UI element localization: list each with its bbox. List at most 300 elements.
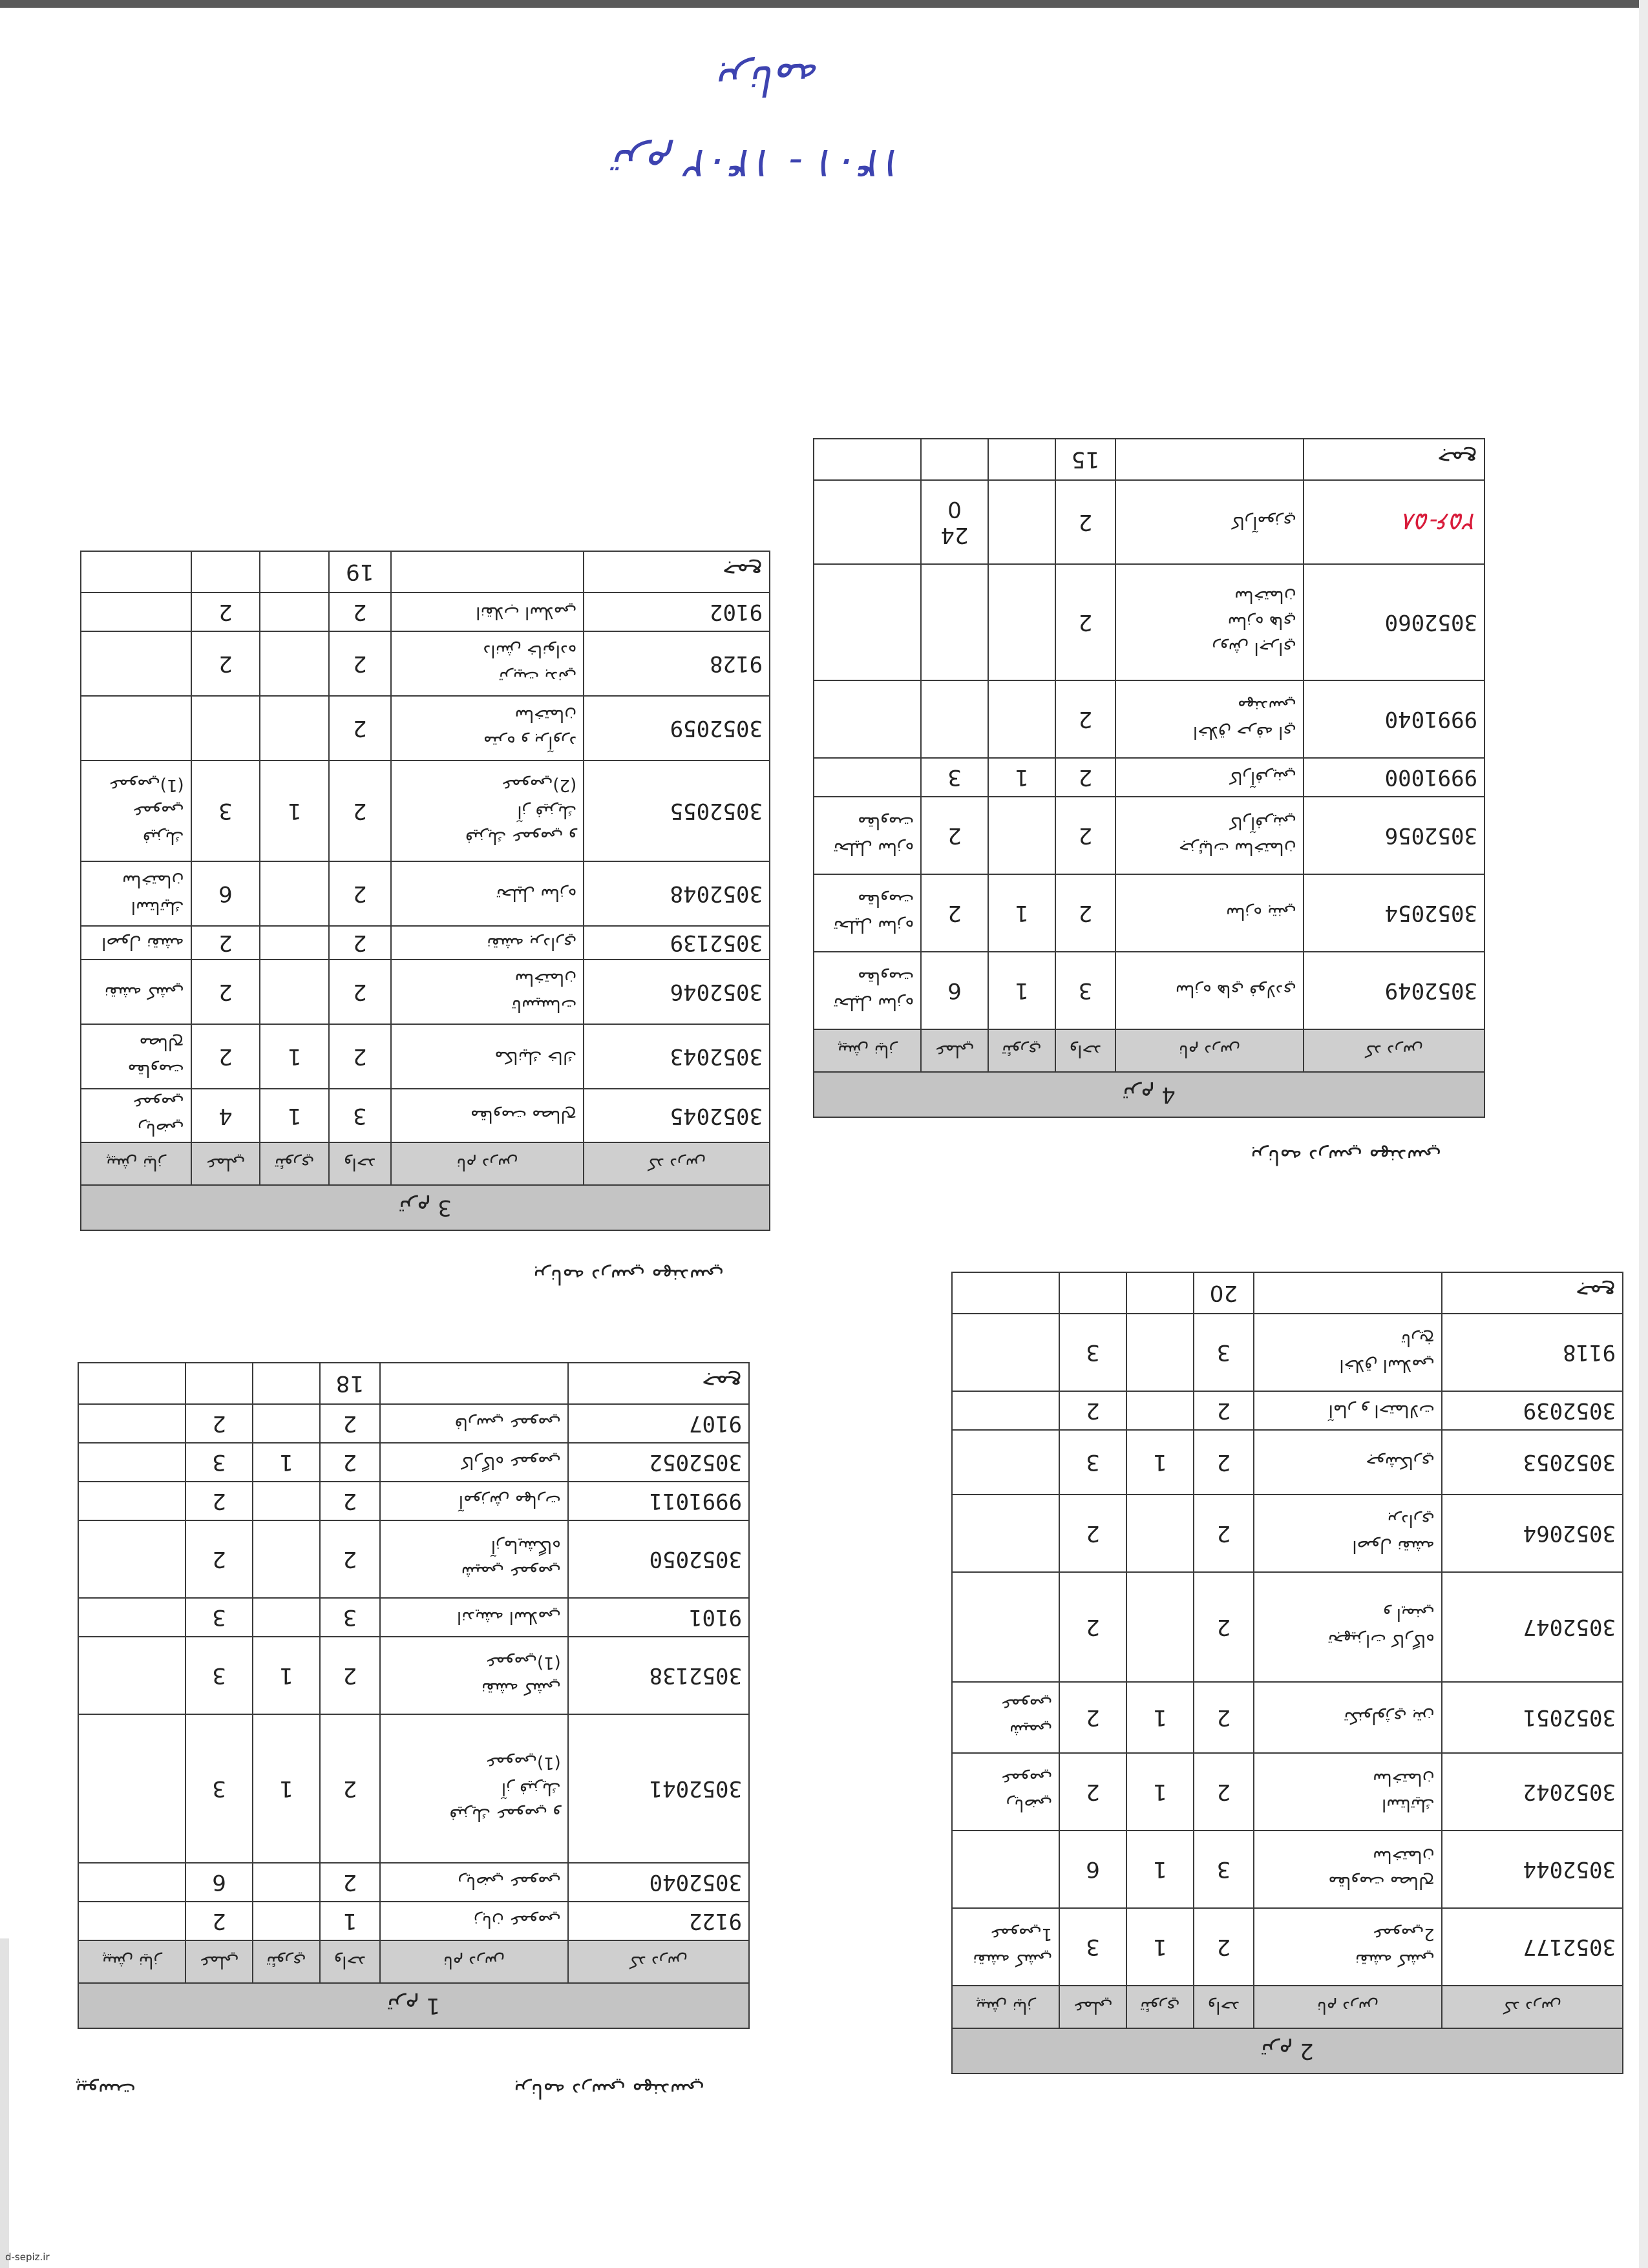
course-units: 2: [329, 861, 391, 926]
course-row: [78, 1863, 749, 1902]
course-row: [952, 1314, 1623, 1391]
total-empty: [391, 551, 584, 593]
course-practical: 6: [1059, 1831, 1126, 1908]
course-name: ﺗﺎﺳﻴﺴﺎت ﺳﺎﺧﺘﻤﺎن: [391, 960, 584, 1024]
course-row: [952, 1682, 1623, 1753]
header-prereq: ﭘﻴﺶ ﻧﻴﺎز: [78, 1940, 185, 1983]
total-units: 19: [329, 551, 391, 593]
course-code: 3052049: [1304, 952, 1484, 1029]
course-theory: [260, 861, 329, 926]
course-prereq: [952, 1430, 1059, 1495]
course-practical: 2: [1059, 1753, 1126, 1831]
course-theory: [988, 680, 1055, 758]
course-practical: 3: [1059, 1430, 1126, 1495]
total-empty: [1126, 1272, 1194, 1314]
course-code: 3052055: [584, 761, 770, 861]
course-units: 2: [320, 1637, 380, 1714]
course-code: 3052048: [584, 861, 770, 926]
total-empty: [81, 551, 191, 593]
course-theory: [253, 1520, 320, 1598]
total-row: [81, 551, 770, 593]
table-term-3: [80, 551, 770, 1231]
course-prereq: [81, 593, 191, 631]
header-practical: ﻋﻤﻠﻲ: [921, 1029, 988, 1072]
course-theory: 1: [1126, 1430, 1194, 1495]
header-code: ﻛﺪ درس: [568, 1940, 749, 1983]
course-name: ﺗﺮﺑﻴﺖ ﺑﺪﻧﻲ داﻧﺶ ﺧﺎﻧﻮاده: [391, 631, 584, 696]
course-practical: 2: [185, 1902, 253, 1940]
course-prereq: [952, 1391, 1059, 1430]
table-term-2: [951, 1272, 1623, 2074]
course-units: 2: [1194, 1391, 1254, 1430]
course-theory: [253, 1902, 320, 1940]
header-units: واﺣﺪ: [1194, 1986, 1254, 2028]
course-code: 3052040: [568, 1863, 749, 1902]
course-theory: [1126, 1495, 1194, 1572]
course-table: [80, 551, 770, 1231]
course-name: ﻧﻘﺸﻪ ﻛﺸﻲ 2ﻋﻤﻮﻣﻲ: [1254, 1908, 1442, 1986]
course-code: 3052042: [1442, 1753, 1623, 1831]
course-row: [78, 1520, 749, 1598]
course-row: [81, 1024, 770, 1089]
course-row: [81, 926, 770, 960]
course-practical: 2: [191, 926, 260, 960]
course-practical: 3: [185, 1598, 253, 1637]
course-code: 3052177: [1442, 1908, 1623, 1986]
course-practical: 6: [921, 952, 988, 1029]
total-row: [78, 1363, 749, 1404]
course-row: [81, 1089, 770, 1142]
header-theory: ﺗﺌﻮري: [260, 1142, 329, 1185]
course-theory: [1126, 1391, 1194, 1430]
course-prereq: [81, 696, 191, 761]
handwritten-top-note: ﺑﺮﻧﺎﻣﻪ: [716, 52, 823, 107]
course-units: 2: [329, 761, 391, 861]
course-name: ﺗﺠﻬﻴﺰات ﻛﺎرﮔﺎه و اﻳﻤﻨﻲ: [1254, 1572, 1442, 1682]
course-practical: 3: [185, 1443, 253, 1482]
course-name: زﺑﺎن ﻋﻤﻮﻣﻲ: [380, 1902, 568, 1940]
page-title-middle: ﺑﺮﻧﺎﻣﻪ درﺳﻲ ﻣﻬﻨﺪﺳﻲ: [533, 1265, 724, 1289]
course-code: 9102: [584, 593, 770, 631]
course-theory: [1126, 1572, 1194, 1682]
course-practical: [921, 680, 988, 758]
course-code: 3052046: [584, 960, 770, 1024]
course-practical: 2: [191, 631, 260, 696]
course-row: [78, 1637, 749, 1714]
header-practical: ﻋﻤﻠﻲ: [1059, 1986, 1126, 2028]
header-code: ﻛﺪ درس: [1442, 1986, 1623, 2028]
course-name: ﺳﺎزه ﻫﺎي ﻓﻮﻻدي: [1115, 952, 1304, 1029]
course-units: 2: [320, 1404, 380, 1443]
semester-title: ﺗﺮم 4: [814, 1072, 1484, 1117]
course-theory: [988, 797, 1055, 874]
total-empty: [185, 1363, 253, 1404]
page-title-right: ﺑﺮﻧﺎﻣﻪ درﺳﻲ ﻣﻬﻨﺪﺳﻲ: [1251, 1145, 1441, 1170]
course-practical: 3: [1059, 1908, 1126, 1986]
semester-title: ﺗﺮم 2: [952, 2028, 1623, 2074]
course-row: [952, 1908, 1623, 1986]
course-units: 2: [329, 631, 391, 696]
course-practical: 6: [185, 1863, 253, 1902]
course-code: 3052051: [1442, 1682, 1623, 1753]
total-empty: [1254, 1272, 1442, 1314]
course-theory: 1: [988, 874, 1055, 952]
course-prereq: [814, 758, 921, 797]
course-row: [81, 631, 770, 696]
course-name: ﻣﻘﺎوﻣﺖ ﻣﺼﺎﻟﺢ ﺳﺎﺧﺘﻤﺎن: [1254, 1831, 1442, 1908]
header-prereq: ﭘﻴﺶ ﻧﻴﺎز: [952, 1986, 1059, 2028]
course-code: 9101: [568, 1598, 749, 1637]
course-prereq: رﻳﺎﺿﻲ ﻋﻤﻮﻣﻲ: [81, 1089, 191, 1142]
course-prereq: [78, 1637, 185, 1714]
course-practical: [191, 696, 260, 761]
course-name: اﻧﺪﻳﺸﻪ اﺳﻼﻣﻲ: [380, 1598, 568, 1637]
course-theory: [253, 1404, 320, 1443]
course-name: ﺳﺎزه ﺑﺘﻨﻲ: [1115, 874, 1304, 952]
semester-title: ﺗﺮم 1: [78, 1983, 749, 2028]
course-prereq: [78, 1714, 185, 1863]
course-theory: 1: [253, 1637, 320, 1714]
course-prereq: [814, 480, 921, 564]
course-theory: [260, 631, 329, 696]
course-code: 3052050: [568, 1520, 749, 1598]
header-practical: ﻋﻤﻠﻲ: [185, 1940, 253, 1983]
course-name: ﻣﻘﺎوﻣﺖ ﻣﺼﺎﻟﺢ: [391, 1089, 584, 1142]
course-theory: 1: [260, 1024, 329, 1089]
course-units: 2: [1055, 874, 1115, 952]
course-practical: 2: [1059, 1391, 1126, 1430]
course-code: 3052045: [584, 1089, 770, 1142]
course-code: 9107: [568, 1404, 749, 1443]
course-theory: 1: [260, 1089, 329, 1142]
total-units: 20: [1194, 1272, 1254, 1314]
semester-title: ﺗﺮم 3: [81, 1185, 770, 1230]
course-units: 2: [320, 1863, 380, 1902]
course-units: 2: [1194, 1753, 1254, 1831]
course-row: [78, 1404, 749, 1443]
course-code: 3052044: [1442, 1831, 1623, 1908]
course-units: 2: [1055, 564, 1115, 680]
course-practical: 2: [1059, 1572, 1126, 1682]
course-practical: 2: [191, 960, 260, 1024]
course-theory: 1: [253, 1443, 320, 1482]
course-code: 9122: [568, 1902, 749, 1940]
header-prereq: ﭘﻴﺶ ﻧﻴﺎز: [814, 1029, 921, 1072]
course-practical: 2: [185, 1482, 253, 1520]
course-code: ۲۵۶-۵۸: [1304, 480, 1484, 564]
course-code: 3052059: [584, 696, 770, 761]
course-theory: [260, 960, 329, 1024]
course-code: 3052056: [1304, 797, 1484, 874]
course-name: ﻓﺎرﺳﻲ ﻋﻤﻮﻣﻲ: [380, 1404, 568, 1443]
course-units: 2: [329, 960, 391, 1024]
course-table: [78, 1362, 750, 2029]
header-code: ﻛﺪ درس: [584, 1142, 770, 1185]
course-theory: 1: [253, 1714, 320, 1863]
course-units: 3: [329, 1089, 391, 1142]
total-empty: [380, 1363, 568, 1404]
course-units: 3: [1194, 1831, 1254, 1908]
course-name: ﺷﻴﻤﻲ ﻋﻤﻮﻣﻲ آزﻣﺎﻳﺸﮕﺎه: [380, 1520, 568, 1598]
course-practical: 24 0: [921, 480, 988, 564]
course-theory: [253, 1598, 320, 1637]
table-term-4: [813, 438, 1485, 1118]
header-name: ﻧﺎم درس: [391, 1142, 584, 1185]
course-units: 2: [320, 1443, 380, 1482]
course-name: ﻛﺎرآﻣﻮزي: [1115, 480, 1304, 564]
course-units: 2: [1194, 1908, 1254, 1986]
header-theory: ﺗﺌﻮري: [988, 1029, 1055, 1072]
course-name: رﻳﺎﺿﻲ ﻋﻤﻮﻣﻲ: [380, 1863, 568, 1902]
course-row: [814, 874, 1484, 952]
course-prereq: ﺗﺤﻠﻴﻞ ﺳﺎزه ﻣﻘﺎوﻣﺖ: [814, 874, 921, 952]
course-prereq: ﺗﺤﻠﻴﻞ ﺳﺎزه ﻣﻘﺎوﻣﺖ: [814, 952, 921, 1029]
course-prereq: اﺳﺘﺎﺗﻴﻚ ﺳﺎﺧﺘﻤﺎن: [81, 861, 191, 926]
course-units: 3: [320, 1598, 380, 1637]
course-code: 9118: [1442, 1314, 1623, 1391]
total-empty: [260, 551, 329, 593]
course-row: [81, 960, 770, 1024]
course-prereq: [78, 1482, 185, 1520]
course-row: [78, 1598, 749, 1637]
course-code: 9991000: [1304, 758, 1484, 797]
course-row: [78, 1714, 749, 1863]
course-practical: 6: [191, 861, 260, 926]
course-name: ﻓﻴﺰﻳﻚ ﻋﻤﻮﻣﻲ و آز ﻓﻴﺰﻳﻚ (2)ﻋﻤﻮﻣﻲ: [391, 761, 584, 861]
course-row: [952, 1753, 1623, 1831]
course-theory: 1: [1126, 1682, 1194, 1753]
course-row: [952, 1391, 1623, 1430]
total-empty: [921, 439, 988, 480]
course-units: 2: [1055, 680, 1115, 758]
table-term-1: [78, 1362, 750, 2029]
course-practical: 3: [191, 761, 260, 861]
course-prereq: [78, 1902, 185, 1940]
course-prereq: [952, 1314, 1059, 1391]
course-units: 2: [1194, 1682, 1254, 1753]
course-theory: [260, 593, 329, 631]
course-theory: 1: [988, 952, 1055, 1029]
course-units: 3: [1055, 952, 1115, 1029]
header-name: ﻧﺎم درس: [380, 1940, 568, 1983]
course-prereq: ﺷﻴﻤﻲ ﻋﻤﻮﻣﻲ: [952, 1682, 1059, 1753]
course-code: 3052064: [1442, 1495, 1623, 1572]
course-name: ﻛﺎرآﻓﺮﻳﻨﻲ: [1115, 758, 1304, 797]
total-empty: [1059, 1272, 1126, 1314]
course-practical: 2: [1059, 1682, 1126, 1753]
header-prereq: ﭘﻴﺶ ﻧﻴﺎز: [81, 1142, 191, 1185]
course-row: [814, 797, 1484, 874]
course-theory: [1126, 1314, 1194, 1391]
course-code: 3052053: [1442, 1430, 1623, 1495]
course-prereq: ﻣﻘﺎوﻣﺖ ﻣﺼﺎﻟﺢ: [81, 1024, 191, 1089]
course-prereq: [814, 564, 921, 680]
course-name: اﺳﺘﺎﺗﻴﻚ ﺳﺎﺧﺘﻤﺎن: [1254, 1753, 1442, 1831]
course-units: 2: [320, 1482, 380, 1520]
course-prereq: ﻓﻴﺰﻳﻚ ﻋﻤﻮﻣﻲ (1)ﻋﻤﻮﻣﻲ: [81, 761, 191, 861]
course-row: [814, 758, 1484, 797]
course-row: [952, 1831, 1623, 1908]
course-practical: 2: [1059, 1495, 1126, 1572]
course-name: ﺟﻮﺷﻜﺎري: [1254, 1430, 1442, 1495]
course-theory: [260, 926, 329, 960]
course-units: 2: [1194, 1495, 1254, 1572]
course-code: 3052047: [1442, 1572, 1623, 1682]
course-units: 2: [320, 1714, 380, 1863]
total-empty: [191, 551, 260, 593]
total-label: ﺟﻤﻊ: [1442, 1272, 1623, 1314]
course-code: 3052054: [1304, 874, 1484, 952]
course-prereq: [952, 1831, 1059, 1908]
course-practical: 2: [191, 1024, 260, 1089]
course-code: 3052052: [568, 1443, 749, 1482]
course-theory: 1: [988, 758, 1055, 797]
course-theory: [260, 696, 329, 761]
total-units: 18: [320, 1363, 380, 1404]
course-name: اﺧﻼق اﺳﻼﻣﻲ ﺗﺎرﻳﺦ: [1254, 1314, 1442, 1391]
total-label: ﺟﻤﻊ: [568, 1363, 749, 1404]
course-theory: [253, 1482, 320, 1520]
course-practical: 3: [185, 1637, 253, 1714]
course-code: 3052139: [584, 926, 770, 960]
total-empty: [1115, 439, 1304, 480]
course-practical: 2: [921, 797, 988, 874]
course-units: 2: [1055, 797, 1115, 874]
course-practical: 3: [921, 758, 988, 797]
course-name: ﺗﺤﻠﻴﻞ ﺳﺎزه: [391, 861, 584, 926]
course-units: 2: [329, 926, 391, 960]
course-row: [952, 1572, 1623, 1682]
course-name: اﺻﻮل ﻧﻘﺸﻪ ﺑﺮداري: [1254, 1495, 1442, 1572]
handwritten-term-note: ۱۴۰۱ - ۱۴۰۲ ترم: [613, 140, 905, 187]
total-label: ﺟﻤﻊ: [584, 551, 770, 593]
course-practical: [921, 564, 988, 680]
course-practical: 2: [191, 593, 260, 631]
course-units: 2: [1194, 1430, 1254, 1495]
course-units: 1: [320, 1902, 380, 1940]
course-prereq: [81, 631, 191, 696]
course-row: [814, 564, 1484, 680]
course-row: [81, 761, 770, 861]
course-prereq: [78, 1598, 185, 1637]
course-units: 2: [329, 696, 391, 761]
course-prereq: رﻳﺎﺿﻲ ﻋﻤﻮﻣﻲ: [952, 1753, 1059, 1831]
course-units: 2: [1055, 480, 1115, 564]
course-name: ﺗﻜﻨﻮﻟﻮژي ﺑﺘﻦ: [1254, 1682, 1442, 1753]
course-name: ﻣﺘﺮه و ﺑﺮآورد ﺳﺎﺧﺘﻤﺎن: [391, 696, 584, 761]
course-code: 3052041: [568, 1714, 749, 1863]
course-prereq: [78, 1520, 185, 1598]
course-name: اﺧﻼق ﺣﺮﻓﻪ اي ﻣﻬﻨﺪﺳﻲ: [1115, 680, 1304, 758]
course-name: اﻧﻘﻼب اﺳﻼﻣﻲ: [391, 593, 584, 631]
course-prereq: [814, 680, 921, 758]
course-units: 2: [1055, 758, 1115, 797]
total-row: [814, 439, 1484, 480]
header-theory: ﺗﺌﻮري: [1126, 1986, 1194, 2028]
course-code: 3052039: [1442, 1391, 1623, 1430]
total-empty: [814, 439, 921, 480]
course-practical: 4: [191, 1089, 260, 1142]
course-practical: 3: [185, 1714, 253, 1863]
course-row: [814, 480, 1484, 564]
course-code: 3052043: [584, 1024, 770, 1089]
course-name: ﻓﻴﺰﻳﻚ ﻋﻤﻮﻣﻲ و آز ﻓﻴﺰﻳﻚ (1)ﻋﻤﻮﻣﻲ: [380, 1714, 568, 1863]
total-label: ﺟﻤﻊ: [1304, 439, 1484, 480]
course-row: [814, 952, 1484, 1029]
course-name: ﻧﻘﺸﻪ ﻛﺸﻲ (1)ﻋﻤﻮﻣﻲ: [380, 1637, 568, 1714]
course-practical: 2: [185, 1520, 253, 1598]
course-theory: 1: [1126, 1753, 1194, 1831]
course-units: 2: [329, 593, 391, 631]
course-name: روش اﺟﺮاي ﺳﺎزه ﻫﺎي ﺳﺎﺧﺘﻤﺎن: [1115, 564, 1304, 680]
course-name: ﻛﺎرﮔﺎه ﻋﻤﻮﻣﻲ: [380, 1443, 568, 1482]
course-row: [78, 1482, 749, 1520]
header-units: واﺣﺪ: [320, 1940, 380, 1983]
course-name: ﺟﺰﺋﻴﺎت ﺳﺎﺧﺘﻤﺎن ﻛﺎرآﻓﺮﻳﻨﻲ: [1115, 797, 1304, 874]
course-theory: 1: [1126, 1908, 1194, 1986]
course-row: [814, 680, 1484, 758]
course-row: [81, 696, 770, 761]
course-units: 2: [320, 1520, 380, 1598]
course-row: [952, 1495, 1623, 1572]
attachment-label: ﭘﻴﻮﺳﺖ: [75, 2079, 136, 2103]
course-table: [813, 438, 1485, 1118]
header-name: ﻧﺎم درس: [1254, 1986, 1442, 2028]
course-theory: 1: [1126, 1831, 1194, 1908]
total-empty: [253, 1363, 320, 1404]
header-units: واﺣﺪ: [329, 1142, 391, 1185]
course-name: ﻣﻜﺎﻧﻴﻚ ﺧﺎك: [391, 1024, 584, 1089]
course-theory: [253, 1863, 320, 1902]
course-prereq: [78, 1863, 185, 1902]
header-code: ﻛﺪ درس: [1304, 1029, 1484, 1072]
watermark-text: d-sepiz.ir: [5, 2251, 50, 2263]
course-row: [81, 861, 770, 926]
course-practical: 2: [921, 874, 988, 952]
course-row: [78, 1902, 749, 1940]
course-units: 2: [329, 1024, 391, 1089]
course-practical: 2: [185, 1404, 253, 1443]
course-prereq: [952, 1495, 1059, 1572]
course-table: [951, 1272, 1623, 2074]
course-theory: 1: [260, 761, 329, 861]
header-theory: ﺗﺌﻮري: [253, 1940, 320, 1983]
course-row: [78, 1443, 749, 1482]
course-prereq: [78, 1404, 185, 1443]
course-code: 3052138: [568, 1637, 749, 1714]
header-practical: ﻋﻤﻠﻲ: [191, 1142, 260, 1185]
course-prereq: اﺻﻮل ﻧﻘﺸﻪ: [81, 926, 191, 960]
course-theory: [988, 564, 1055, 680]
course-prereq: ﻧﻘﺸﻪ ﻛﺸﻲ 1ﻋﻤﻮﻣﻲ: [952, 1908, 1059, 1986]
course-theory: [988, 480, 1055, 564]
course-code: 9128: [584, 631, 770, 696]
course-prereq: ﺗﺤﻠﻴﻞ ﺳﺎزه ﻣﻘﺎوﻣﺖ: [814, 797, 921, 874]
course-code: 9991011: [568, 1482, 749, 1520]
course-practical: 3: [1059, 1314, 1126, 1391]
total-empty: [988, 439, 1055, 480]
course-code: 9991040: [1304, 680, 1484, 758]
page-title-left: ﺑﺮﻧﺎﻣﻪ درﺳﻲ ﻣﻬﻨﺪﺳﻲ: [514, 2079, 704, 2103]
course-row: [81, 593, 770, 631]
header-name: ﻧﺎم درس: [1115, 1029, 1304, 1072]
total-row: [952, 1272, 1623, 1314]
course-prereq: [952, 1572, 1059, 1682]
course-units: 3: [1194, 1314, 1254, 1391]
course-name: آﻣﻮزش ﻣﻬﺎرت: [380, 1482, 568, 1520]
course-code: 3052060: [1304, 564, 1484, 680]
course-row: [952, 1430, 1623, 1495]
